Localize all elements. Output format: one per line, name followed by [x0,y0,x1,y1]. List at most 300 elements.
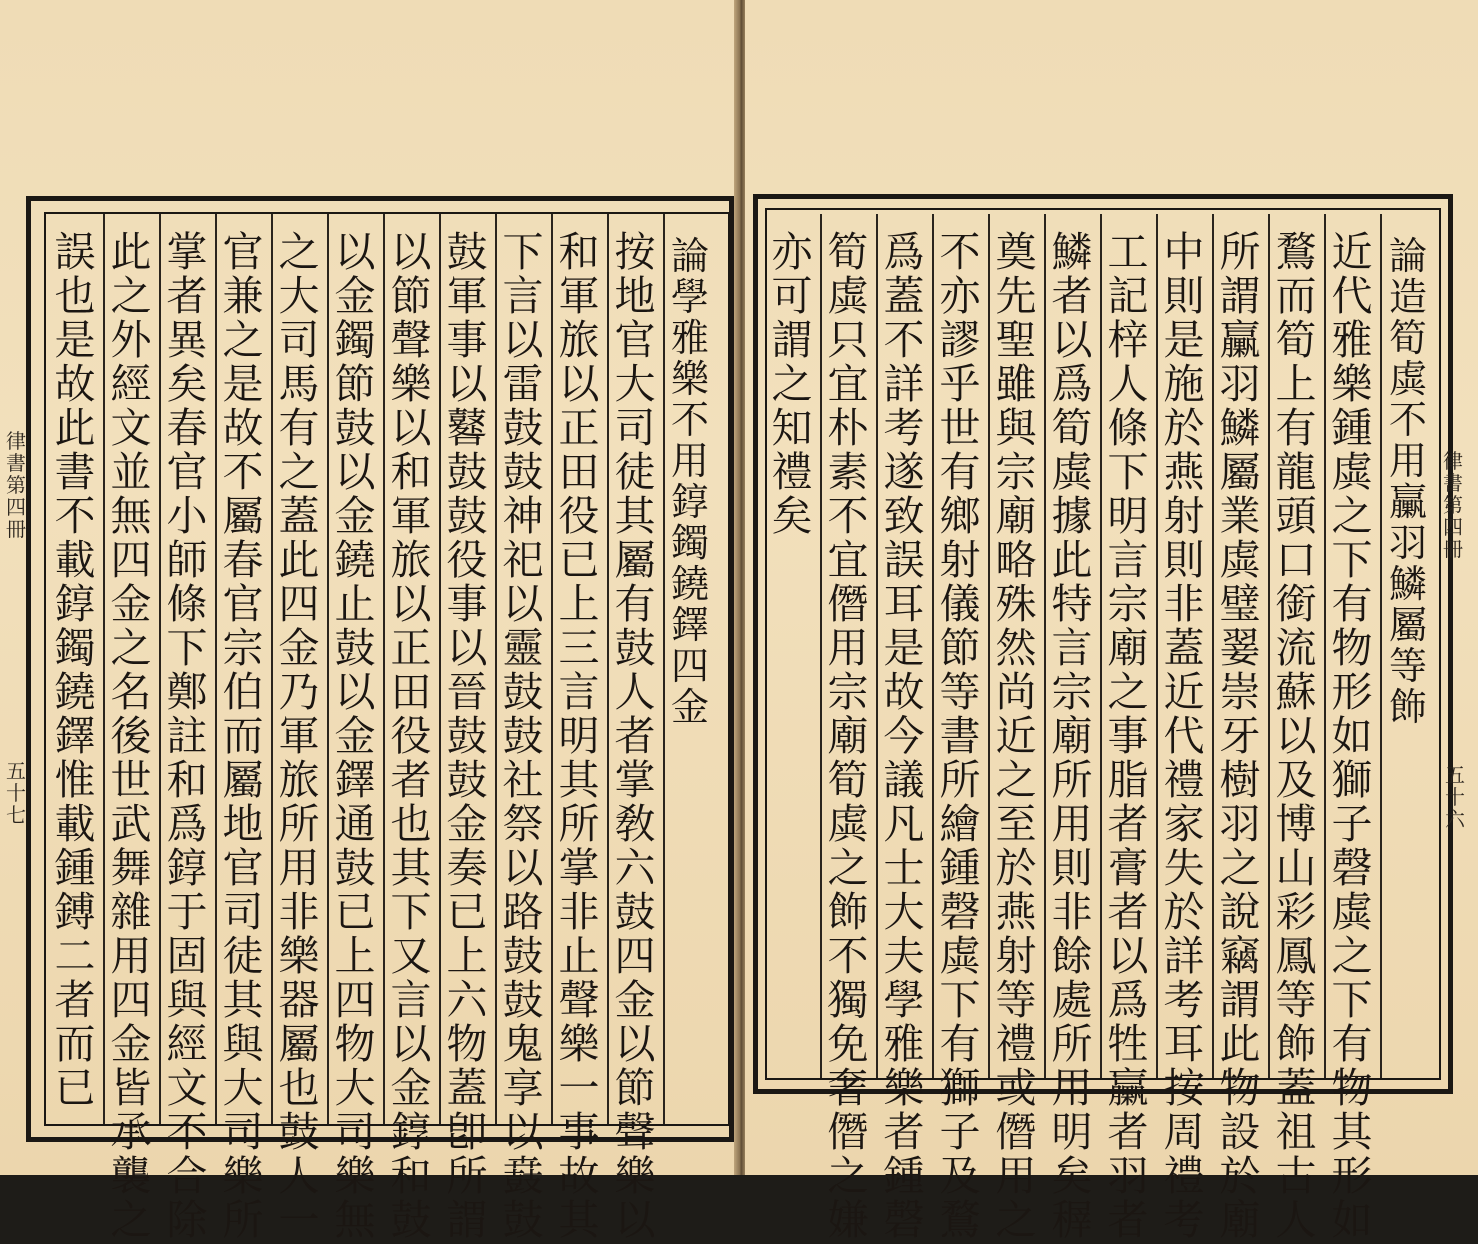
glyph: 銜 [1275,580,1317,628]
glyph: 之 [110,272,152,320]
column-rule [1044,214,1046,1078]
glyph: 子 [1331,800,1373,848]
glyph: 鐲 [670,521,709,565]
glyph: 已 [334,888,376,936]
glyph: 有 [614,580,656,628]
margin-glyph: 十 [1445,785,1465,809]
glyph: 官 [614,316,656,364]
glyph: 近 [1163,668,1205,716]
glyph: 下 [502,228,544,276]
glyph: 以 [390,1020,432,1068]
glyph: 已 [446,888,488,936]
glyph: 六 [446,976,488,1024]
glyph: 璧 [1219,580,1261,628]
glyph: 通 [334,800,376,848]
column-rule [876,214,878,1078]
glyph: 是 [883,624,925,672]
glyph: 射 [939,536,981,584]
glyph: 非 [1051,888,1093,936]
glyph: 牲 [1107,1020,1149,1068]
glyph: 之 [1331,492,1373,540]
glyph: 以 [614,1020,656,1068]
glyph: 於 [995,844,1037,892]
glyph: 節 [334,360,376,408]
glyph: 飾 [1388,685,1427,729]
glyph: 鼓 [502,976,544,1024]
glyph: 人 [614,668,656,716]
glyph: 以 [502,580,544,628]
glyph: 臝 [1388,480,1427,524]
glyph: 用 [1051,800,1093,848]
glyph: 獅 [1331,756,1373,804]
right-page-column [1162,230,1206,1242]
left-page-column [501,230,545,1242]
glyph: 路 [502,888,544,936]
right-margin-title [1443,450,1463,560]
glyph: 金 [614,976,656,1024]
glyph: 考 [1163,1196,1205,1244]
glyph: 固 [166,932,208,980]
glyph: 下 [1331,536,1373,584]
glyph: 旅 [278,756,320,804]
glyph: 虡 [827,272,869,320]
glyph: 祀 [502,536,544,584]
glyph: 虡 [1388,357,1427,401]
glyph: 尚 [995,668,1037,716]
glyph: 朴 [827,404,869,452]
glyph: 惟 [54,756,96,804]
glyph: 學 [670,275,709,319]
glyph: 禮 [771,448,813,496]
glyph: 不 [670,398,709,442]
glyph: 和 [390,1152,432,1200]
glyph: 所 [278,800,320,848]
column-rule [1100,214,1102,1078]
glyph: 磬 [883,1196,925,1244]
glyph: 論 [670,234,709,278]
glyph: 者 [883,1108,925,1156]
glyph: 已 [558,536,600,584]
glyph: 則 [1051,844,1093,892]
glyph: 遂 [883,448,925,496]
glyph: 上 [334,932,376,980]
glyph: 宜 [827,536,869,584]
glyph: 和 [558,228,600,276]
glyph: 代 [1163,712,1205,760]
glyph: 此 [278,536,320,584]
glyph: 口 [1275,536,1317,584]
glyph: 鼓 [502,668,544,716]
glyph: 四 [278,580,320,628]
glyph: 以 [334,228,376,276]
glyph: 謂 [1219,976,1261,1024]
glyph: 師 [166,536,208,584]
margin-glyph: 十 [6,781,26,805]
glyph: 飾 [1275,1020,1317,1068]
glyph: 之 [278,448,320,496]
glyph: 樂 [1331,360,1373,408]
glyph: 一 [558,1064,600,1112]
glyph: 於 [1219,1152,1261,1200]
right-page-column [994,230,1038,1242]
glyph: 者 [1107,1108,1149,1156]
glyph: 鬼 [502,1020,544,1068]
glyph: 之 [827,844,869,892]
glyph: 僭 [995,1108,1037,1156]
glyph: 役 [390,712,432,760]
glyph: 文 [110,404,152,452]
glyph: 註 [166,712,208,760]
glyph: 鍾 [939,844,981,892]
glyph: 樂 [278,932,320,980]
glyph: 下 [390,888,432,936]
glyph: 四 [670,644,709,688]
margin-glyph: 律 [6,429,26,453]
glyph: 以 [446,360,488,408]
glyph: 錞 [390,1108,432,1156]
glyph: 其 [614,492,656,540]
glyph: 聲 [558,976,600,1024]
glyph: 敎 [614,800,656,848]
glyph: 燕 [995,888,1037,936]
glyph: 鼓 [334,404,376,452]
glyph: 屬 [1388,603,1427,647]
glyph: 按 [1163,1064,1205,1112]
glyph: 事 [446,580,488,628]
glyph: 考 [883,404,925,452]
glyph: 雖 [995,360,1037,408]
glyph: 其 [1331,1108,1373,1156]
glyph: 金 [446,800,488,848]
glyph: 用 [995,1152,1037,1200]
glyph: 以 [1275,712,1317,760]
left-page-column [445,230,489,1242]
glyph: 謂 [446,1196,488,1244]
glyph: 獅 [939,1064,981,1112]
glyph: 鐲 [334,316,376,364]
glyph: 四 [614,932,656,980]
glyph: 金 [334,492,376,540]
glyph: 之 [995,756,1037,804]
glyph: 禮 [1163,1152,1205,1200]
glyph: 等 [1388,644,1427,688]
glyph: 鼖 [502,1152,544,1200]
glyph: 和 [166,756,208,804]
left-page-column [389,230,433,1242]
glyph: 合 [166,1152,208,1200]
glyph: 矣 [166,360,208,408]
glyph: 和 [390,448,432,496]
glyph: 條 [1107,404,1149,452]
glyph: 武 [110,800,152,848]
left-margin-folio [6,760,26,826]
glyph: 據 [1051,492,1093,540]
glyph: 司 [222,1108,264,1156]
glyph: 先 [995,272,1037,320]
glyph: 蓋 [1163,624,1205,672]
glyph: 聲 [614,1108,656,1156]
glyph: 廟 [995,492,1037,540]
glyph: 舞 [110,844,152,892]
glyph: 地 [222,800,264,848]
glyph: 鼓 [278,1108,320,1156]
glyph: 誤 [54,228,96,276]
glyph: 鐸 [670,603,709,647]
glyph: 廟 [827,712,869,760]
glyph: 人 [1275,1196,1317,1244]
glyph: 謂 [771,316,813,364]
glyph: 而 [1275,272,1317,320]
glyph: 徒 [614,448,656,496]
glyph: 官 [222,580,264,628]
glyph: 屬 [1219,448,1261,496]
glyph: 鍾 [54,844,96,892]
glyph: 鐃 [670,562,709,606]
glyph: 伯 [222,668,264,716]
glyph: 家 [1163,800,1205,848]
glyph: 而 [54,1020,96,1068]
glyph: 鐸 [334,756,376,804]
glyph: 下 [939,976,981,1024]
margin-glyph: 冊 [1443,537,1463,561]
glyph: 條 [166,580,208,628]
glyph: 鐃 [54,668,96,716]
glyph: 虡 [827,800,869,848]
glyph: 于 [166,888,208,936]
glyph: 學 [883,976,925,1024]
glyph: 與 [222,1020,264,1068]
glyph: 世 [939,404,981,452]
glyph: 樂 [614,1152,656,1200]
glyph: 用 [827,624,869,672]
left-page-column [109,230,153,1242]
glyph: 詳 [883,360,925,408]
glyph: 言 [558,668,600,716]
column-rule [1156,214,1158,1078]
glyph: 羽 [1219,800,1261,848]
glyph: 官 [222,228,264,276]
glyph: 除 [166,1196,208,1244]
glyph: 軍 [278,712,320,760]
glyph: 故 [222,404,264,452]
glyph: 宗 [995,448,1037,496]
glyph: 形 [1331,668,1373,716]
glyph: 地 [614,272,656,320]
glyph: 蓋 [446,1064,488,1112]
glyph: 記 [1107,272,1149,320]
glyph: 雜 [110,888,152,936]
glyph: 明 [1107,492,1149,540]
glyph: 蓋 [883,272,925,320]
glyph: 可 [771,272,813,320]
glyph: 奢 [827,1064,869,1112]
glyph: 說 [1219,888,1261,936]
glyph: 以 [334,668,376,716]
glyph: 鼓 [614,624,656,672]
glyph: 有 [1275,404,1317,452]
glyph: 屬 [222,756,264,804]
glyph: 素 [827,448,869,496]
glyph: 射 [995,932,1037,980]
glyph: 則 [1163,272,1205,320]
left-page-column [221,230,265,1242]
glyph: 止 [558,932,600,980]
right-page-column [938,230,982,1242]
glyph: 物 [1331,624,1373,672]
glyph: 所 [1051,1020,1093,1068]
glyph: 繪 [939,800,981,848]
glyph: 者 [1107,888,1149,936]
glyph: 然 [995,624,1037,672]
glyph: 不 [883,316,925,364]
glyph: 虡 [1219,536,1261,584]
glyph: 之 [1107,668,1149,716]
glyph: 屬 [278,1020,320,1068]
glyph: 矣 [771,492,813,540]
glyph: 致 [883,492,925,540]
glyph: 屬 [614,536,656,584]
glyph: 節 [390,272,432,320]
glyph: 宗 [1051,668,1093,716]
glyph: 筍 [827,228,869,276]
glyph: 物 [334,1020,376,1068]
glyph: 爲 [883,228,925,276]
glyph: 子 [939,1108,981,1156]
glyph: 田 [390,668,432,716]
glyph: 者 [1107,800,1149,848]
glyph: 特 [1051,580,1093,628]
glyph: 人 [278,1152,320,1200]
glyph: 梓 [1107,316,1149,364]
column-rule [607,214,609,1124]
column-rule [988,214,990,1078]
right-page-column [826,230,870,1242]
glyph: 之 [1331,932,1373,980]
margin-glyph: 第 [6,473,26,497]
glyph: 春 [222,536,264,584]
left-page-column [53,230,97,1110]
glyph: 鱗 [1219,404,1261,452]
glyph: 略 [995,536,1037,584]
glyph: 禮 [1163,756,1205,804]
glyph: 近 [1331,228,1373,276]
glyph: 非 [278,888,320,936]
glyph: 不 [166,1108,208,1156]
glyph: 官 [222,844,264,892]
glyph: 物 [446,1020,488,1068]
glyph: 工 [1107,228,1149,276]
margin-glyph: 冊 [6,517,26,541]
glyph: 廟 [1051,712,1093,760]
glyph: 鼛 [446,404,488,452]
glyph: 博 [1275,800,1317,848]
glyph: 用 [278,844,320,892]
glyph: 事 [1107,712,1149,760]
glyph: 雅 [1331,316,1373,364]
glyph: 如 [1331,712,1373,760]
glyph: 鼓 [446,448,488,496]
column-rule [159,214,161,1124]
glyph: 奏 [446,844,488,892]
glyph: 中 [1163,228,1205,276]
glyph: 筍 [1388,316,1427,360]
glyph: 二 [54,932,96,980]
glyph: 所 [222,1196,264,1244]
glyph: 崇 [1219,668,1261,716]
margin-glyph: 律 [1443,449,1463,473]
glyph: 大 [614,360,656,408]
glyph: 樂 [222,1152,264,1200]
left-page-column [165,230,209,1242]
glyph: 失 [1163,844,1205,892]
margin-glyph: 五 [6,759,26,783]
glyph: 虡 [1331,888,1373,936]
glyph: 餘 [1051,932,1093,980]
margin-glyph: 四 [6,495,26,519]
glyph: 夫 [883,932,925,980]
glyph: 用 [670,439,709,483]
glyph: 臝 [1107,1064,1149,1112]
glyph: 虡 [1051,448,1093,496]
glyph: 按 [614,228,656,276]
glyph: 之 [995,1196,1037,1244]
glyph: 掌 [614,756,656,804]
glyph: 之 [110,1196,152,1244]
glyph: 後 [110,712,152,760]
glyph: 所 [1219,228,1261,276]
glyph: 奠 [995,228,1037,276]
right-margin-folio [1445,764,1465,830]
glyph: 金 [334,272,376,320]
glyph: 宗 [827,668,869,716]
glyph: 鐸 [54,712,96,760]
margin-glyph: 四 [1443,515,1463,539]
glyph: 明 [558,712,600,760]
column-rule [383,214,385,1124]
margin-glyph: 五 [1445,763,1465,787]
glyph: 正 [558,404,600,452]
glyph: 人 [1107,360,1149,408]
glyph: 鐲 [54,624,96,672]
glyph: 鎛 [54,888,96,936]
glyph: 不 [54,492,96,540]
glyph: 其 [558,1196,600,1244]
column-rule [327,214,329,1124]
glyph: 雷 [502,360,544,408]
glyph: 卽 [446,1108,488,1156]
glyph: 山 [1275,844,1317,892]
glyph: 小 [166,492,208,540]
glyph: 虡 [1331,448,1373,496]
glyph: 之 [771,360,813,408]
glyph: 晉 [446,668,488,716]
glyph: 僭 [827,580,869,628]
glyph: 有 [1331,1020,1373,1068]
column-rule [439,214,441,1124]
glyph: 享 [502,1064,544,1112]
glyph: 等 [1275,976,1317,1024]
glyph: 祭 [502,800,544,848]
glyph: 或 [995,1064,1037,1112]
glyph: 四 [110,976,152,1024]
glyph: 徒 [222,932,264,980]
glyph: 鱗 [1051,228,1093,276]
glyph: 鼓 [446,756,488,804]
glyph: 等 [939,668,981,716]
glyph: 樂 [334,1152,376,1200]
glyph: 鼓 [390,1196,432,1244]
glyph: 以 [334,448,376,496]
